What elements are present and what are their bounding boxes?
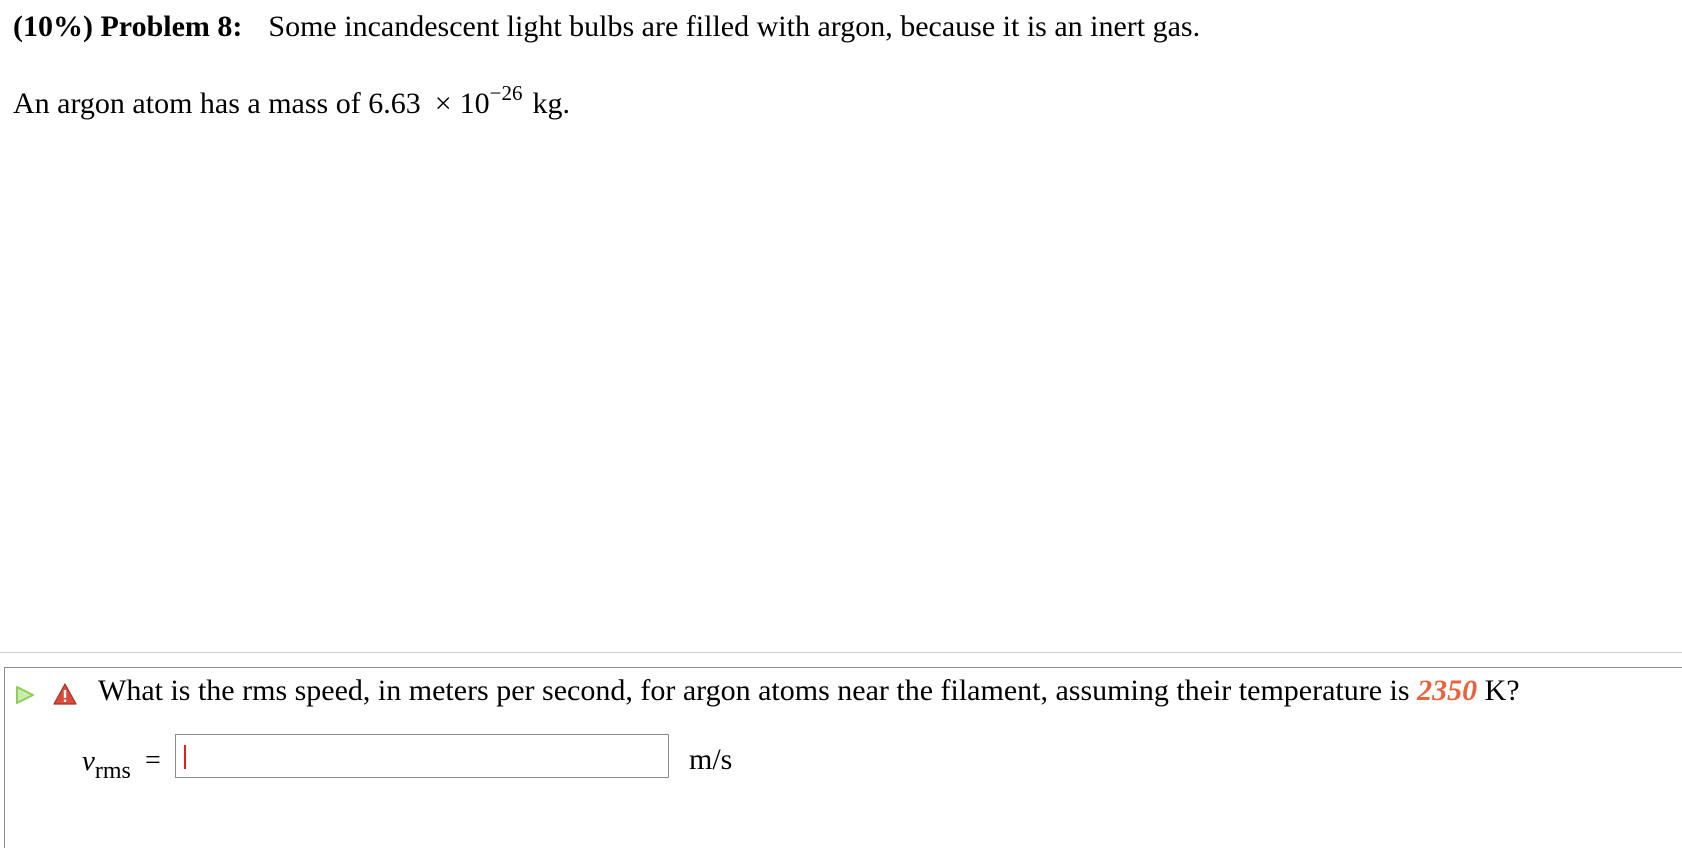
variable-symbol: v	[82, 745, 95, 777]
problem-weight: (10%)	[13, 10, 93, 43]
power-exponent: −26	[489, 81, 523, 105]
text-caret	[184, 745, 186, 769]
temperature-value: 2350	[1417, 674, 1478, 707]
answer-variable-label	[82, 743, 131, 784]
question-suffix: K?	[1477, 674, 1520, 707]
section-divider	[0, 652, 1682, 653]
power-base: 10	[459, 87, 490, 120]
question-prefix: What is the rms speed, in meters per second, for argon atoms near the filament, assuming their temperature is	[98, 674, 1418, 707]
problem-header	[13, 8, 1200, 46]
intro-mass-text: An argon atom has a mass of 6.63	[13, 87, 421, 120]
question-text	[98, 671, 1520, 711]
variable-subscript: rms	[94, 758, 131, 784]
warning-icon	[52, 682, 78, 706]
problem-label: Problem 8:	[100, 10, 243, 43]
expand-triangle-icon[interactable]	[14, 684, 36, 706]
times-symbol: ×	[434, 87, 452, 120]
answer-input[interactable]	[175, 734, 669, 778]
problem-statement: Some incandescent light bulbs are filled with argon, because it is an inert gas.	[268, 10, 1201, 43]
answer-unit-label: m/s	[689, 743, 733, 776]
intro-text	[13, 81, 570, 124]
equals-sign: =	[145, 745, 161, 776]
mass-unit: kg.	[532, 87, 570, 120]
